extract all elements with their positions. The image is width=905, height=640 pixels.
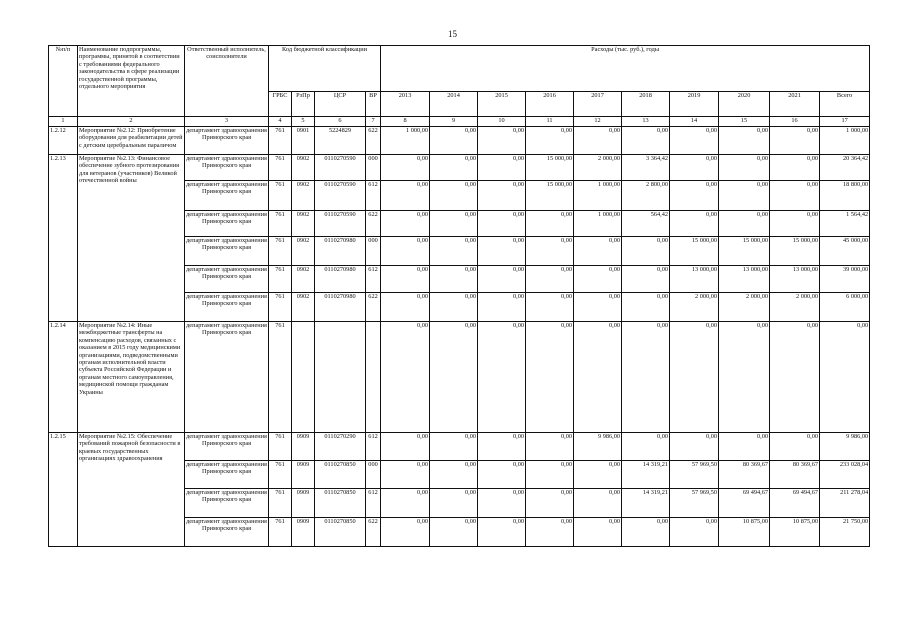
amount-cell: 0,00 xyxy=(622,266,670,293)
amount-cell: 80 369,67 xyxy=(719,461,770,489)
amount-cell: 0,00 xyxy=(381,293,430,322)
amount-cell: 0,00 xyxy=(526,433,574,461)
header-code-csr: ЦСР xyxy=(315,92,366,117)
header-code-vr: ВР xyxy=(366,92,381,117)
amount-cell: 0,00 xyxy=(770,433,820,461)
code-grbs-cell: 761 xyxy=(269,293,292,322)
code-grbs-cell: 761 xyxy=(269,155,292,181)
amount-cell: 0,00 xyxy=(478,266,526,293)
code-vr-cell: 622 xyxy=(366,518,381,547)
total-cell: 233 028,04 xyxy=(820,461,870,489)
code-rzpr-cell: 0909 xyxy=(292,433,315,461)
header-year: 2014 xyxy=(430,92,478,117)
code-vr-cell: 612 xyxy=(366,181,381,211)
amount-cell: 0,00 xyxy=(430,237,478,266)
code-rzpr-cell: 0902 xyxy=(292,155,315,181)
amount-cell: 0,00 xyxy=(574,322,622,433)
amount-cell: 0,00 xyxy=(670,211,719,237)
header-year: 2018 xyxy=(622,92,670,117)
amount-cell: 0,00 xyxy=(478,211,526,237)
amount-cell: 0,00 xyxy=(574,518,622,547)
amount-cell: 0,00 xyxy=(526,266,574,293)
column-number: 1 xyxy=(49,117,78,127)
amount-cell: 69 494,67 xyxy=(719,489,770,518)
column-number: 7 xyxy=(366,117,381,127)
code-grbs-cell: 761 xyxy=(269,433,292,461)
amount-cell: 0,00 xyxy=(526,293,574,322)
total-cell: 211 278,04 xyxy=(820,489,870,518)
amount-cell: 0,00 xyxy=(622,237,670,266)
amount-cell: 2 800,00 xyxy=(622,181,670,211)
amount-cell: 0,00 xyxy=(670,433,719,461)
header-expenses: Расходы (тыс. руб.), годы xyxy=(381,46,870,92)
amount-cell: 0,00 xyxy=(526,322,574,433)
code-csr-cell: 0110270980 xyxy=(315,266,366,293)
amount-cell: 2 000,00 xyxy=(574,155,622,181)
amount-cell: 0,00 xyxy=(670,155,719,181)
column-number: 4 xyxy=(269,117,292,127)
amount-cell: 0,00 xyxy=(381,489,430,518)
code-rzpr-cell: 0902 xyxy=(292,293,315,322)
code-rzpr-cell: 0909 xyxy=(292,461,315,489)
total-cell: 1 564,42 xyxy=(820,211,870,237)
code-csr-cell: 0110270980 xyxy=(315,237,366,266)
amount-cell: 0,00 xyxy=(478,322,526,433)
code-vr-cell: 622 xyxy=(366,211,381,237)
total-cell: 39 000,00 xyxy=(820,266,870,293)
code-csr-cell: 0110270850 xyxy=(315,489,366,518)
total-cell: 20 364,42 xyxy=(820,155,870,181)
amount-cell: 14 319,21 xyxy=(622,489,670,518)
column-number: 14 xyxy=(670,117,719,127)
amount-cell: 0,00 xyxy=(670,518,719,547)
total-cell: 45 000,00 xyxy=(820,237,870,266)
amount-cell: 10 875,00 xyxy=(770,518,820,547)
column-number: 11 xyxy=(526,117,574,127)
amount-cell: 15 000,00 xyxy=(770,237,820,266)
amount-cell: 0,00 xyxy=(478,293,526,322)
amount-cell: 2 000,00 xyxy=(719,293,770,322)
header-name: Наименование подпрограммы, программы, принятой в соответствии с требованиями федерального законодательства в сфере реализации государственной программы, отдельного мероприятия xyxy=(78,46,185,117)
amount-cell: 1 000,00 xyxy=(381,127,430,155)
amount-cell: 0,00 xyxy=(770,155,820,181)
code-vr-cell: 612 xyxy=(366,433,381,461)
amount-cell: 80 369,67 xyxy=(770,461,820,489)
amount-cell: 0,00 xyxy=(622,518,670,547)
amount-cell: 0,00 xyxy=(719,433,770,461)
header-year: 2015 xyxy=(478,92,526,117)
amount-cell: 0,00 xyxy=(622,433,670,461)
measure-name: Мероприятие №2.12: Приобретение оборудования для реабилитации детей с детским церебральным параличом xyxy=(78,127,185,155)
amount-cell: 0,00 xyxy=(719,127,770,155)
amount-cell: 0,00 xyxy=(574,237,622,266)
amount-cell: 0,00 xyxy=(430,518,478,547)
amount-cell: 0,00 xyxy=(574,127,622,155)
amount-cell: 0,00 xyxy=(526,127,574,155)
amount-cell: 0,00 xyxy=(622,322,670,433)
amount-cell: 0,00 xyxy=(430,266,478,293)
amount-cell: 0,00 xyxy=(478,433,526,461)
executor-cell: департамент здравоохранения Приморского края xyxy=(185,237,269,266)
column-number: 5 xyxy=(292,117,315,127)
amount-cell: 0,00 xyxy=(574,266,622,293)
amount-cell: 564,42 xyxy=(622,211,670,237)
code-grbs-cell: 761 xyxy=(269,237,292,266)
amount-cell: 0,00 xyxy=(381,266,430,293)
amount-cell: 15 000,00 xyxy=(526,155,574,181)
amount-cell: 0,00 xyxy=(381,181,430,211)
header-code-rzpr: РзПр xyxy=(292,92,315,117)
measure-id: 1.2.13 xyxy=(49,155,78,322)
executor-cell: департамент здравоохранения Приморского края xyxy=(185,518,269,547)
column-number: 15 xyxy=(719,117,770,127)
amount-cell: 0,00 xyxy=(430,211,478,237)
table-row xyxy=(49,322,870,433)
code-rzpr-cell: 0902 xyxy=(292,181,315,211)
code-csr-cell: 5224829 xyxy=(315,127,366,155)
amount-cell: 0,00 xyxy=(719,181,770,211)
amount-cell: 0,00 xyxy=(381,461,430,489)
executor-cell: департамент здравоохранения Приморского края xyxy=(185,127,269,155)
amount-cell: 0,00 xyxy=(430,433,478,461)
amount-cell: 57 969,50 xyxy=(670,489,719,518)
amount-cell: 0,00 xyxy=(622,127,670,155)
header-total: Всего xyxy=(820,92,870,117)
column-number: 12 xyxy=(574,117,622,127)
amount-cell: 0,00 xyxy=(478,127,526,155)
code-vr-cell: 622 xyxy=(366,127,381,155)
amount-cell: 0,00 xyxy=(430,322,478,433)
amount-cell: 15 000,00 xyxy=(719,237,770,266)
amount-cell: 0,00 xyxy=(381,322,430,433)
header-year: 2019 xyxy=(670,92,719,117)
code-vr-cell xyxy=(366,322,381,433)
header-year: 2017 xyxy=(574,92,622,117)
column-number: 16 xyxy=(770,117,820,127)
total-cell: 18 800,00 xyxy=(820,181,870,211)
code-csr-cell xyxy=(315,322,366,433)
amount-cell: 0,00 xyxy=(478,237,526,266)
amount-cell: 1 000,00 xyxy=(574,181,622,211)
amount-cell: 0,00 xyxy=(430,181,478,211)
code-vr-cell: 612 xyxy=(366,489,381,518)
code-grbs-cell: 761 xyxy=(269,181,292,211)
code-csr-cell: 0110270980 xyxy=(315,293,366,322)
code-rzpr-cell: 0902 xyxy=(292,266,315,293)
code-rzpr-cell: 0902 xyxy=(292,211,315,237)
code-rzpr-cell: 0901 xyxy=(292,127,315,155)
header-num: №п/п xyxy=(49,46,78,117)
code-csr-cell: 0110270590 xyxy=(315,211,366,237)
amount-cell: 0,00 xyxy=(430,293,478,322)
amount-cell: 57 969,50 xyxy=(670,461,719,489)
table-row xyxy=(49,127,870,155)
measure-id: 1.2.14 xyxy=(49,322,78,433)
column-number-row xyxy=(49,117,870,127)
total-cell: 1 000,00 xyxy=(820,127,870,155)
amount-cell: 0,00 xyxy=(381,433,430,461)
amount-cell: 0,00 xyxy=(770,211,820,237)
amount-cell: 0,00 xyxy=(381,155,430,181)
amount-cell: 0,00 xyxy=(574,489,622,518)
amount-cell: 0,00 xyxy=(719,322,770,433)
amount-cell: 14 319,21 xyxy=(622,461,670,489)
code-grbs-cell: 761 xyxy=(269,322,292,433)
measure-id: 1.2.15 xyxy=(49,433,78,547)
code-grbs-cell: 761 xyxy=(269,266,292,293)
executor-cell: департамент здравоохранения Приморского края xyxy=(185,211,269,237)
amount-cell: 0,00 xyxy=(381,518,430,547)
amount-cell: 0,00 xyxy=(770,322,820,433)
amount-cell: 3 364,42 xyxy=(622,155,670,181)
total-cell: 21 750,00 xyxy=(820,518,870,547)
code-grbs-cell: 761 xyxy=(269,461,292,489)
amount-cell: 0,00 xyxy=(430,155,478,181)
amount-cell: 0,00 xyxy=(719,211,770,237)
amount-cell: 0,00 xyxy=(381,211,430,237)
measure-name: Мероприятие №2.14: Иные межбюджетные трансферты на компенсацию расходов, связанных с оказанием в 2015 году медицинскими организациями, подведомственными органам исполнительной власти субъекта Российской Федерации и органам местного самоуправления, медицинской помощи гражданам Украины xyxy=(78,322,185,433)
amount-cell: 10 875,00 xyxy=(719,518,770,547)
amount-cell: 0,00 xyxy=(526,237,574,266)
column-number: 2 xyxy=(78,117,185,127)
code-rzpr-cell: 0902 xyxy=(292,237,315,266)
header-year: 2021 xyxy=(770,92,820,117)
amount-cell: 0,00 xyxy=(670,181,719,211)
amount-cell: 0,00 xyxy=(770,127,820,155)
amount-cell: 2 000,00 xyxy=(670,293,719,322)
code-csr-cell: 0110270850 xyxy=(315,461,366,489)
page-number: 15 xyxy=(448,29,457,39)
amount-cell: 0,00 xyxy=(430,489,478,518)
code-rzpr-cell: 0909 xyxy=(292,489,315,518)
measure-name: Мероприятие №2.13: Финансовое обеспечение зубного протезирования для ветеранов (участников) Великой отечественной войны xyxy=(78,155,185,322)
code-rzpr-cell xyxy=(292,322,315,433)
amount-cell: 69 494,67 xyxy=(770,489,820,518)
amount-cell: 13 000,00 xyxy=(719,266,770,293)
code-csr-cell: 0110270290 xyxy=(315,433,366,461)
code-vr-cell: 000 xyxy=(366,155,381,181)
budget-table xyxy=(48,45,870,547)
amount-cell: 0,00 xyxy=(622,293,670,322)
measure-name: Мероприятие №2.15: Обеспечение требований пожарной безопасности в краевых государственных организациях здравоохранения xyxy=(78,433,185,547)
header-executor: Ответственный исполнитель, соисполнители xyxy=(185,46,269,117)
code-grbs-cell: 761 xyxy=(269,127,292,155)
executor-cell: департамент здравоохранения Приморского края xyxy=(185,489,269,518)
code-vr-cell: 000 xyxy=(366,237,381,266)
measure-id: 1.2.12 xyxy=(49,127,78,155)
amount-cell: 0,00 xyxy=(526,518,574,547)
amount-cell: 0,00 xyxy=(574,293,622,322)
amount-cell: 0,00 xyxy=(430,461,478,489)
amount-cell: 2 000,00 xyxy=(770,293,820,322)
amount-cell: 1 000,00 xyxy=(574,211,622,237)
total-cell: 6 000,00 xyxy=(820,293,870,322)
amount-cell: 0,00 xyxy=(770,181,820,211)
column-number: 13 xyxy=(622,117,670,127)
amount-cell: 0,00 xyxy=(526,489,574,518)
amount-cell: 0,00 xyxy=(526,461,574,489)
executor-cell: департамент здравоохранения Приморского края xyxy=(185,433,269,461)
executor-cell: департамент здравоохранения Приморского края xyxy=(185,461,269,489)
table-row xyxy=(49,155,870,181)
amount-cell: 0,00 xyxy=(670,127,719,155)
code-csr-cell: 0110270590 xyxy=(315,155,366,181)
amount-cell: 0,00 xyxy=(526,211,574,237)
budget-table-body xyxy=(49,127,870,547)
code-csr-cell: 0110270590 xyxy=(315,181,366,211)
executor-cell: департамент здравоохранения Приморского края xyxy=(185,266,269,293)
header-budget-code: Код бюджетной классификации xyxy=(269,46,381,92)
amount-cell: 13 000,00 xyxy=(670,266,719,293)
code-vr-cell: 622 xyxy=(366,293,381,322)
amount-cell: 0,00 xyxy=(478,518,526,547)
amount-cell: 15 000,00 xyxy=(526,181,574,211)
header-year: 2016 xyxy=(526,92,574,117)
executor-cell: департамент здравоохранения Приморского края xyxy=(185,181,269,211)
header-year: 2020 xyxy=(719,92,770,117)
code-rzpr-cell: 0909 xyxy=(292,518,315,547)
column-number: 10 xyxy=(478,117,526,127)
column-number: 17 xyxy=(820,117,870,127)
column-number: 6 xyxy=(315,117,366,127)
amount-cell: 9 986,00 xyxy=(574,433,622,461)
code-grbs-cell: 761 xyxy=(269,211,292,237)
amount-cell: 0,00 xyxy=(430,127,478,155)
code-grbs-cell: 761 xyxy=(269,489,292,518)
header-code-grbs: ГРБС xyxy=(269,92,292,117)
amount-cell: 0,00 xyxy=(719,155,770,181)
amount-cell: 0,00 xyxy=(478,155,526,181)
amount-cell: 0,00 xyxy=(574,461,622,489)
executor-cell: департамент здравоохранения Приморского края xyxy=(185,293,269,322)
header-year: 2013 xyxy=(381,92,430,117)
amount-cell: 0,00 xyxy=(478,181,526,211)
table-row xyxy=(49,433,870,461)
amount-cell: 0,00 xyxy=(670,322,719,433)
total-cell: 0,00 xyxy=(820,322,870,433)
amount-cell: 0,00 xyxy=(381,237,430,266)
column-number: 8 xyxy=(381,117,430,127)
column-number: 3 xyxy=(185,117,269,127)
amount-cell: 0,00 xyxy=(478,489,526,518)
code-grbs-cell: 761 xyxy=(269,518,292,547)
code-vr-cell: 612 xyxy=(366,266,381,293)
column-number: 9 xyxy=(430,117,478,127)
amount-cell: 15 000,00 xyxy=(670,237,719,266)
code-vr-cell: 000 xyxy=(366,461,381,489)
total-cell: 9 986,00 xyxy=(820,433,870,461)
executor-cell: департамент здравоохранения Приморского края xyxy=(185,322,269,433)
executor-cell: департамент здравоохранения Приморского края xyxy=(185,155,269,181)
code-csr-cell: 0110270850 xyxy=(315,518,366,547)
amount-cell: 0,00 xyxy=(478,461,526,489)
amount-cell: 13 000,00 xyxy=(770,266,820,293)
